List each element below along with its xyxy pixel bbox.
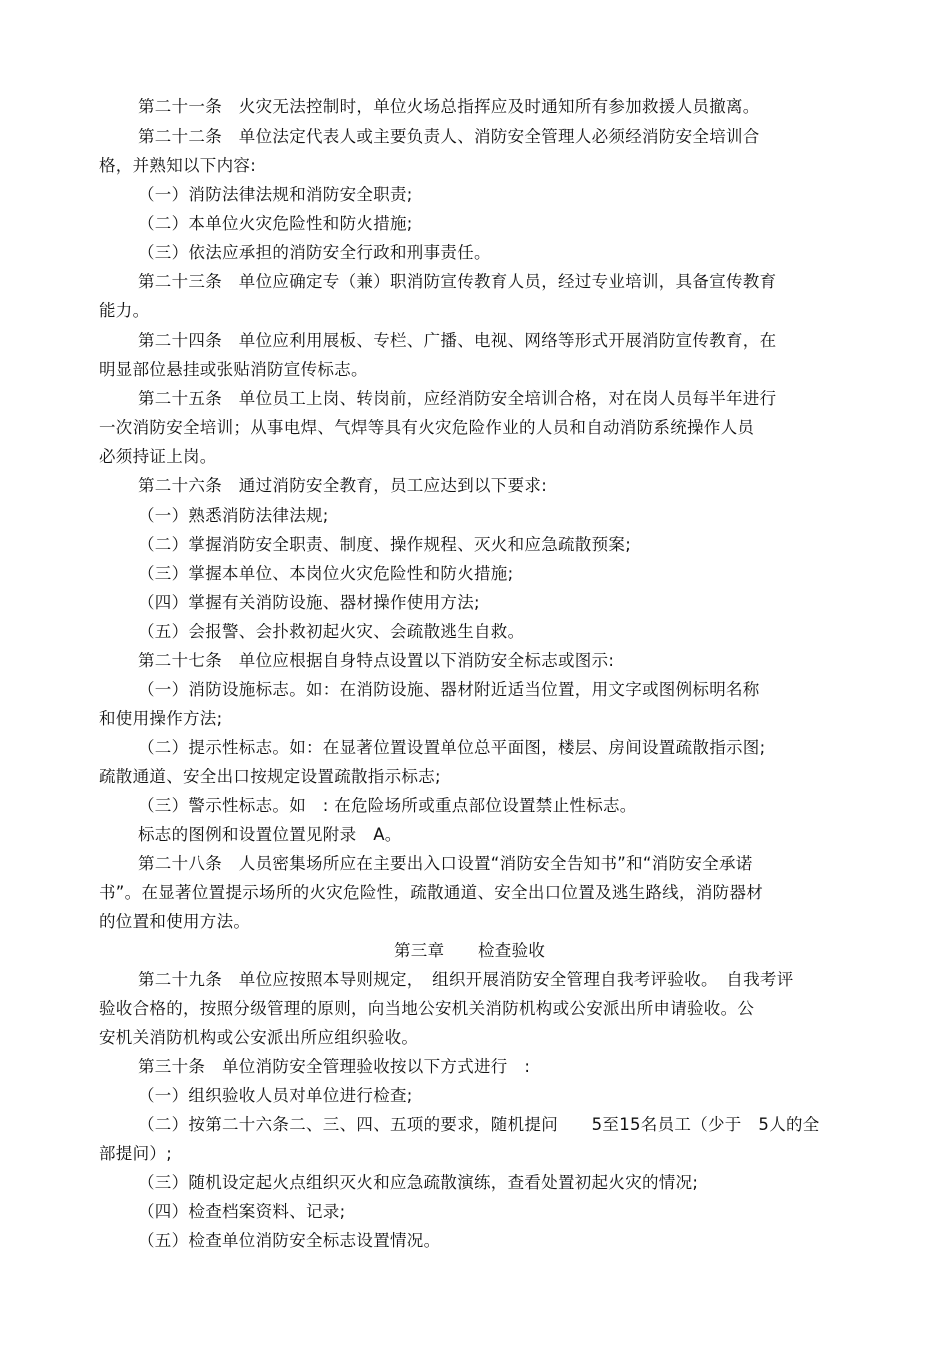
text-line: 格，并熟知以下内容: (99, 156, 257, 175)
text-line: 和使用操作方法; (99, 709, 223, 728)
text-line: 第二十三条 单位应确定专（兼）职消防宣传教育人员，经过专业培训，具备宣传教育 (138, 272, 777, 291)
list-item: （四）掌握有关消防设施、器材操作使用方法; (138, 593, 480, 612)
text-line: 明显部位悬挂或张贴消防宣传标志。 (99, 360, 368, 379)
text-line: 第二十五条 单位员工上岗、转岗前，应经消防安全培训合格，对在岗人员每半年进行 (138, 389, 777, 408)
text-line: 第二十二条 单位法定代表人或主要负责人、消防安全管理人必须经消防安全培训合 (138, 127, 760, 146)
text-line: 第二十四条 单位应利用展板、专栏、广播、电视、网络等形式开展消防宣传教育，在 (138, 331, 777, 350)
list-item: （二）按第二十六条二、三、四、五项的要求，随机提问 5至15名员工（少于 5人的全 (138, 1115, 820, 1134)
list-item: （三）掌握本单位、本岗位火灾危险性和防火措施; (138, 564, 514, 583)
text-line: 第二十九条 单位应按照本导则规定， 组织开展消防安全管理自我考评验收。 自我考评 (138, 970, 794, 989)
text-line: 一次消防安全培训；从事电焊、气焊等具有火灾危险作业的人员和自动消防系统操作人员 (99, 418, 755, 437)
text-line: 第二十一条 火灾无法控制时，单位火场总指挥应及时通知所有参加救援人员撤离。 (138, 97, 760, 116)
list-item: （二）掌握消防安全职责、制度、操作规程、灭火和应急疏散预案; (138, 535, 632, 554)
list-item: （一）组织验收人员对单位进行检查; (138, 1086, 413, 1105)
text-line: 必须持证上岗。 (99, 447, 217, 466)
text-line: 安机关消防机构或公安派出所应组织验收。 (99, 1028, 419, 1047)
text-line: 第二十六条 通过消防安全教育，员工应达到以下要求: (138, 476, 548, 495)
text-line: 验收合格的，按照分级管理的原则，向当地公安机关消防机构或公安派出所申请验收。公 (99, 999, 755, 1018)
list-item: （三）随机设定起火点组织灭火和应急疏散演练，查看处置初起火灾的情况; (138, 1173, 699, 1192)
text-line: 第二十八条 人员密集场所应在主要出入口设置“消防安全告知书”和“消防安全承诺 (138, 854, 753, 873)
text-line: 标志的图例和设置位置见附录 A。 (138, 825, 402, 844)
text-line: 书”。在显著位置提示场所的火灾危险性，疏散通道、安全出口位置及逃生路线，消防器材 (99, 883, 764, 902)
list-item: （四）检查档案资料、记录; (138, 1202, 346, 1221)
list-item: （五）会报警、会扑救初起火灾、会疏散逃生自救。 (138, 622, 525, 641)
text-line: 第二十七条 单位应根据自身特点设置以下消防安全标志或图示: (138, 651, 615, 670)
list-item: （三）依法应承担的消防安全行政和刑事责任。 (138, 243, 491, 262)
list-item: （二）本单位火灾危险性和防火措施; (138, 214, 413, 233)
list-item: （三）警示性标志。如 : 在危险场所或重点部位设置禁止性标志。 (138, 796, 637, 815)
list-item: （五）检查单位消防安全标志设置情况。 (138, 1231, 441, 1250)
text-line: 能力。 (99, 301, 150, 320)
list-item: （二）提示性标志。如：在显著位置设置单位总平面图，楼层、房间设置疏散指示图; (138, 738, 766, 757)
list-item: （一）消防设施标志。如：在消防设施、器材附近适当位置，用文字或图例标明名称 (138, 680, 760, 699)
text-line: 部提问）; (99, 1144, 173, 1163)
text-line: 第三十条 单位消防安全管理验收按以下方式进行 : (138, 1057, 531, 1076)
chapter-heading: 第三章 检查验收 (394, 941, 546, 960)
list-item: （一）熟悉消防法律法规; (138, 506, 329, 525)
text-line: 的位置和使用方法。 (99, 912, 251, 931)
list-item: （一）消防法律法规和消防安全职责; (138, 185, 413, 204)
text-line: 疏散通道、安全出口按规定设置疏散指示标志; (99, 767, 441, 786)
